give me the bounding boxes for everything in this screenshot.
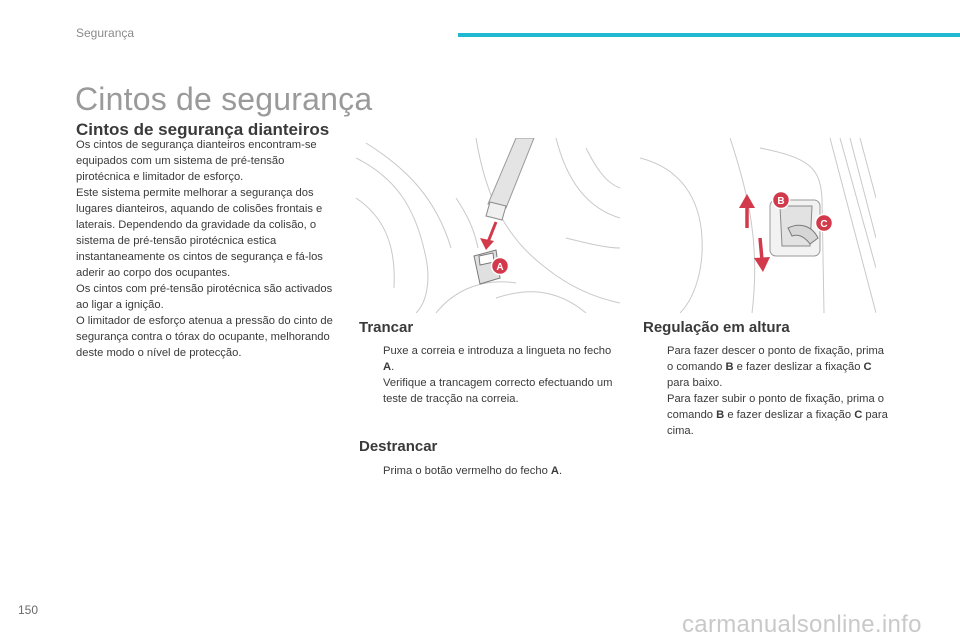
- watermark: carmanualsonline.info: [682, 611, 922, 638]
- list-item: Verifique a trancagem correcto efectuando um teste de tracção na correia.: [383, 377, 613, 405]
- page-title: Cintos de segurança: [75, 81, 373, 118]
- regulacao-title: Regulação em altura: [643, 319, 790, 336]
- trancar-title: Trancar: [359, 319, 414, 336]
- intro-paragraph: Os cintos de segurança dianteiros encontram-se equipados com um sistema de pré-tensão pirotécnica e limitador de esforço.: [76, 139, 317, 183]
- marker-a-label: A: [496, 262, 504, 273]
- destrancar-title: Destrancar: [359, 438, 438, 455]
- intro-paragraph: Os cintos com pré-tensão pirotécnica são activados ao ligar a ignição.: [76, 283, 333, 311]
- marker-c-label: C: [820, 219, 828, 230]
- height-adjustment-illustration: [640, 138, 876, 313]
- trancar-section: [359, 319, 621, 407]
- header-accent-bar: [458, 33, 960, 37]
- page-number: 150: [18, 603, 39, 617]
- list-item: Para fazer subir o ponto de fixação, prima o comando B e fazer deslizar a fixação C para cima.: [667, 393, 888, 437]
- insert-arrow-icon: [480, 222, 496, 250]
- intro-paragraph: Este sistema permite melhorar a segurança dos lugares dianteiros, aquando de colisões frontais e laterais. Dependendo da gravidade da colisão, o sistema de pré-tensão pirotécnica estica instantaneamente os cintos de segurança e fá-los aderir ao corpo dos ocupantes.: [76, 187, 323, 279]
- marker-b-label: B: [777, 196, 785, 207]
- list-item: Prima o botão vermelho do fecho A.: [383, 465, 563, 477]
- up-arrow-icon: [739, 194, 755, 228]
- marker-a: [492, 258, 509, 275]
- regulacao-section: [643, 319, 893, 439]
- list-item: Puxe a correia e introduza a lingueta no fecho A.: [383, 345, 612, 373]
- section-label: Segurança: [76, 26, 135, 40]
- marker-b: [773, 192, 790, 209]
- belt-strap: [486, 138, 534, 220]
- marker-c: [816, 215, 833, 232]
- trancar-list: [359, 343, 621, 407]
- seatbelt-buckle-illustration: [356, 138, 620, 313]
- intro-text: [76, 137, 338, 361]
- intro-paragraph: O limitador de esforço atenua a pressão do cinto de segurança contra o tórax do ocupante, melhorando deste modo o nível de protecção.: [76, 315, 333, 359]
- destrancar-section: [359, 438, 621, 479]
- subsection-title: Cintos de segurança dianteiros: [76, 120, 330, 140]
- list-item: Para fazer descer o ponto de fixação, prima o comando B e fazer deslizar a fixação C para baixo.: [667, 345, 885, 389]
- down-arrow-icon: [754, 238, 770, 272]
- destrancar-list: [359, 463, 621, 479]
- regulacao-list: [643, 343, 893, 439]
